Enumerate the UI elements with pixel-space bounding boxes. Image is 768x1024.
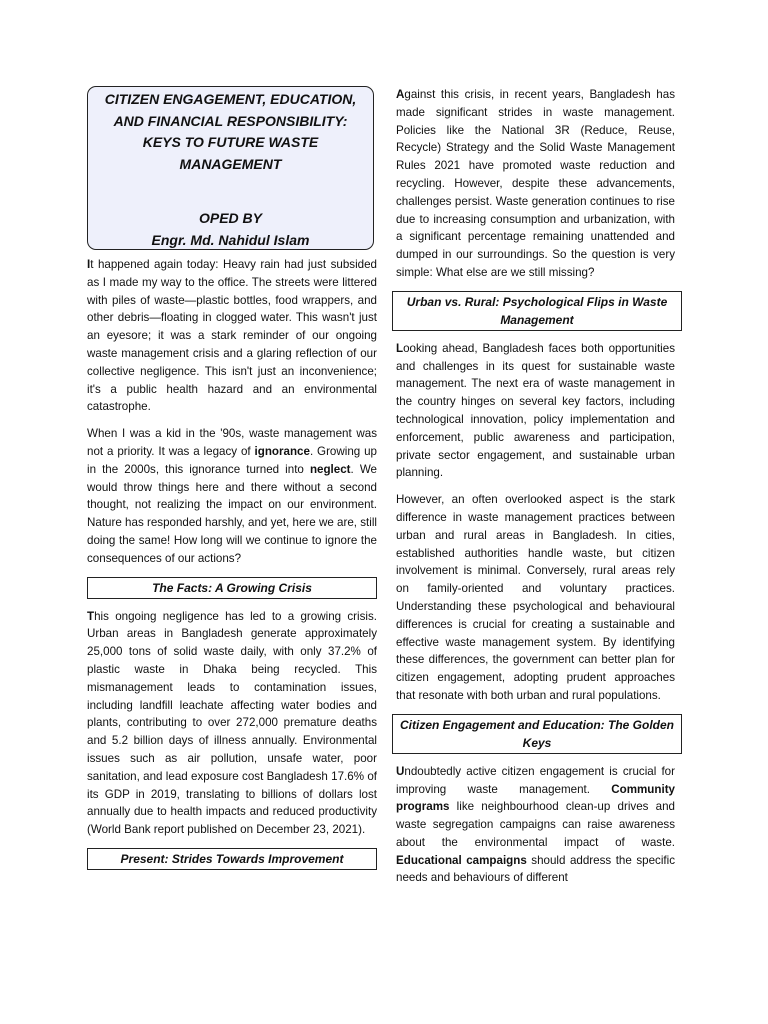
drop-cap: L: [396, 341, 404, 355]
paragraph-intro: It happened again today: Heavy rain had just subsided as I made my way to the office. The streets were littered with piles of waste—plastic bottles, food wrappers, and other debris—floating in clogged water. This wasn't just an eyesore; it was a stark reminder of our ongoing waste management crisis and a glaring reflection of our collective negligence. This isn't just an inconvenience; it's a public health hazard and an environmental catastrophe.: [87, 258, 377, 414]
section-heading-facts: The Facts: A Growing Crisis: [87, 577, 377, 599]
emphasis-community-programs: Community programs: [396, 782, 675, 814]
right-column: [396, 86, 675, 896]
drop-cap: A: [396, 88, 405, 101]
emphasis-ignorance: ignorance: [254, 444, 310, 458]
author-name: Engr. Md. Nahidul Islam: [151, 231, 310, 248]
emphasis-educational-campaigns: Educational campaigns: [396, 853, 527, 867]
section-heading-citizen-engagement: Citizen Engagement and Education: The Golden Keys: [392, 714, 682, 754]
paragraph-childhood: When I was a kid in the '90s, waste management was not a priority. It was a legacy of ignorance. Growing up in the 2000s, this ignorance turned into neglect. We would throw things here and there without a second thought, not realizing the impact on our environment. Nature has responded harshly, and yet, here we are, still doing the same! How long will we continue to ignore the consequences of our actions?: [87, 427, 378, 565]
drop-cap: I: [87, 258, 91, 271]
section-heading-present: Present: Strides Towards Improvement: [87, 848, 377, 870]
paragraph-urban-rural: However, an often overlooked aspect is the stark difference in waste management practices between urban and rural areas in Bangladesh. In cities, established authorities handle waste, but citizen involvement is minimal. Conversely, rural areas rely on family-oriented and voluntary practices. Understanding these psychological and behavioural differences is crucial for creating a sustainable and effective waste management system. By identifying these differences, the government can better plan for citizen engagement, adopting prudent approaches that resonate with both urban and rural populations.: [396, 493, 675, 702]
title-box: [87, 86, 374, 250]
paragraph-looking-ahead: Looking ahead, Bangladesh faces both opportunities and challenges in its quest for sustainable waste management. The next era of waste management in the country hinges on several key factors, including technological innovation, policy implementation and enforcement, public awareness and participation, private sector engagement, and sustainable urban planning.: [396, 341, 675, 480]
left-column: [87, 86, 377, 879]
section-heading-urban-rural: Urban vs. Rural: Psychological Flips in Waste Management: [392, 291, 682, 331]
paragraph-facts: This ongoing negligence has led to a growing crisis. Urban areas in Bangladesh generate approximately 25,000 tons of solid waste daily, with only 37.2% of plastic waste in Dhaka being recycled. This mismanagement leads to contamination issues, including landfill leachate affecting water bodies and plants, contributing to over 272,000 premature deaths and 5.2 billion days of illness annually. Environmental issues such as air pollution, unsafe water, poor sanitation, and lead exposure cost Bangladesh 17.6% of its GDP in 2019, translating to billions of dollars lost annually due to health impacts and reduced productivity (World Bank report published on December 23, 2021).: [87, 609, 377, 837]
article-title: CITIZEN ENGAGEMENT, EDUCATION, AND FINANCIAL RESPONSIBILITY: KEYS TO FUTURE WASTE MANAGEMENT: [104, 91, 357, 172]
paragraph-engagement: Undoubtedly active citizen engagement is crucial for improving waste management. Community programs like neighbourhood clean-up drives and waste segregation campaigns can raise awareness about the environmental impact of waste. Educational campaigns should address the specific needs and behaviours of different: [396, 764, 675, 885]
drop-cap: U: [396, 764, 405, 778]
byline-label: OPED BY: [198, 210, 262, 226]
paragraph-strides: Against this crisis, in recent years, Bangladesh has made significant strides in waste management. Policies like the National 3R (Reduce, Reuse, Recycle) Strategy and the Solid Waste Management Rules 2021 have promoted waste reduction and recycling. However, despite these advancements, challenges persist. Waste generation continues to rise due to increasing consumption and urbanization, with a significant percentage remaining unattended and dumped in our surroundings. So the question is very simple: What else are we still missing?: [396, 88, 675, 279]
drop-cap: T: [87, 609, 95, 623]
emphasis-neglect: neglect: [309, 462, 351, 476]
